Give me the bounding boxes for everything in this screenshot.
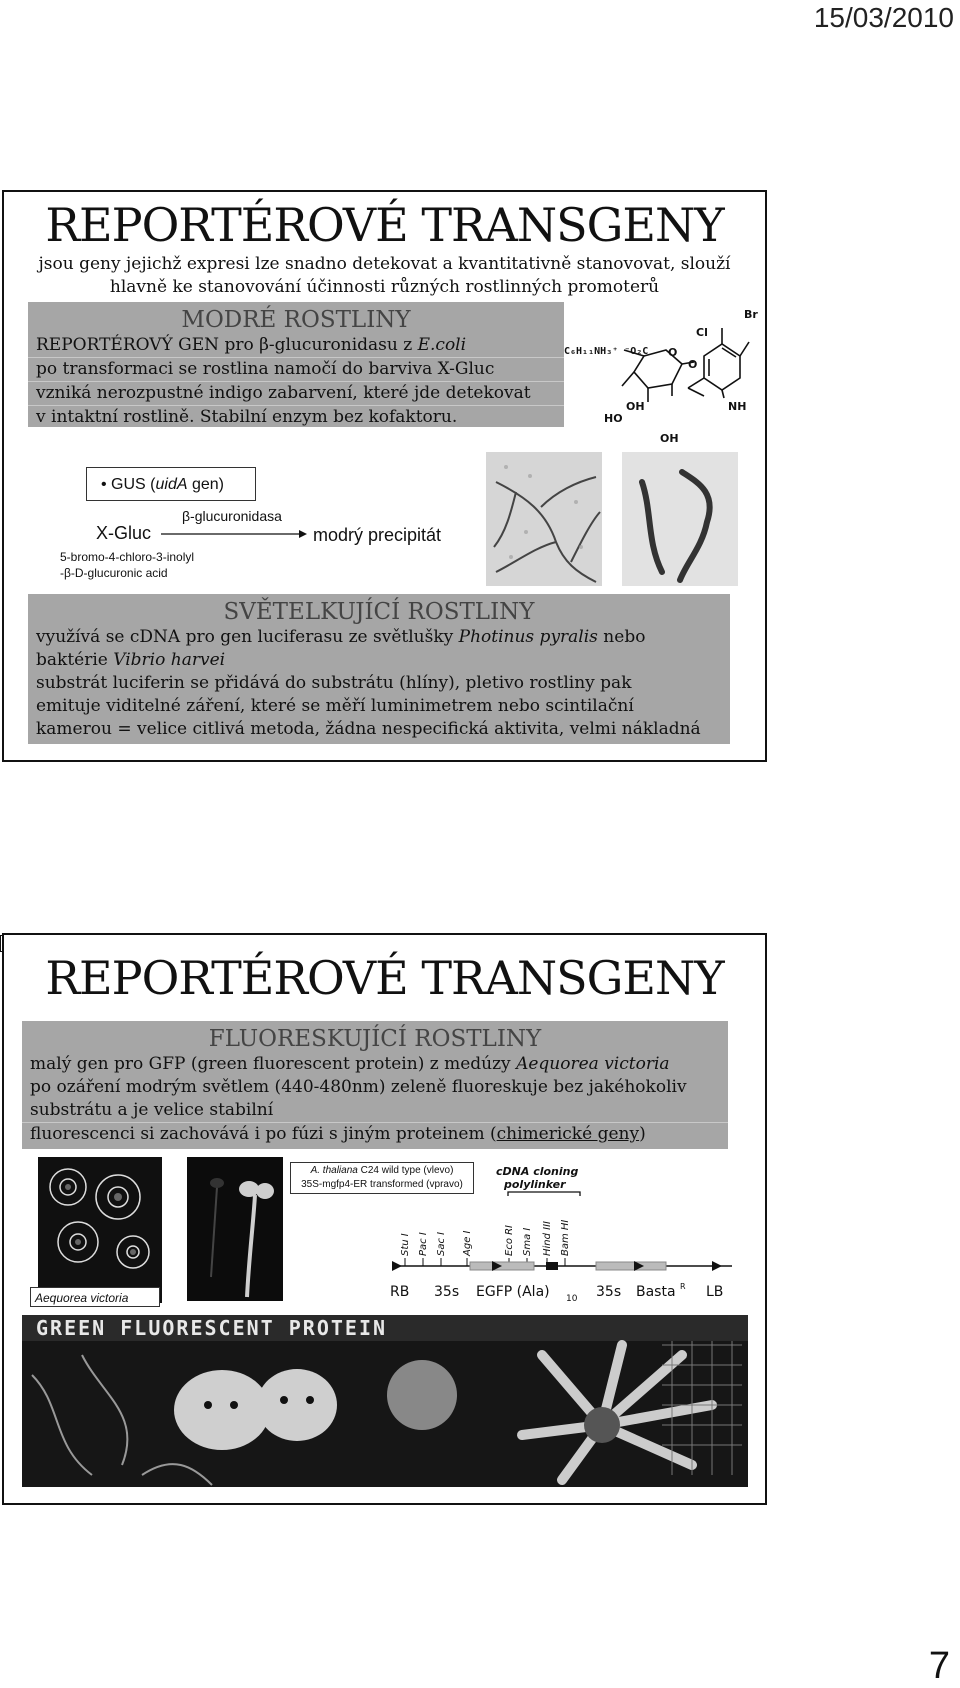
polylinker-label-line2: polylinker [504, 1178, 566, 1191]
chimeric-genes-link[interactable]: chimerické geny [496, 1124, 640, 1144]
xgluc-label: X-Gluc [96, 523, 152, 543]
fluorescent-plants-heading: FLUORESKUJÍCÍ ROSTLINY [208, 1026, 542, 1052]
gus-gene-box: • GUS (uidA gen) [86, 467, 256, 501]
blue-plants-section [28, 302, 564, 427]
xgluc-full-name-line1: 5-bromo-4-chloro-3-inolyl [60, 550, 195, 564]
xgluc-structure-diagram [564, 306, 764, 446]
structure-link-o-label: O [688, 358, 698, 371]
gus-stained-leaf-photo [486, 452, 602, 586]
structure-nh-label: NH [728, 400, 747, 413]
jellyfish-caption: Aequorea victoria [30, 1287, 160, 1307]
fluorescent-plants-line1: malý gen pro GFP (green fluorescent protein) z medúzy Aequorea victoria [30, 1054, 670, 1074]
blue-plants-line3: vzniká nerozpustné indigo zabarvení, které jde detekovat [28, 381, 564, 405]
jellyfish-photo [38, 1157, 162, 1303]
slide-2 [2, 933, 767, 1505]
construct-egfp-label: EGFP (Ala) [476, 1284, 550, 1300]
blue-plants-line4: v intaktní rostlině. Stabilní enzym bez kofaktoru. [28, 405, 564, 429]
blue-plants-line1: REPORTÉROVÝ GEN pro β-glucuronidasu z E.coli [36, 335, 467, 355]
fluorescent-plants-line2: po ozáření modrým světlem (440-480nm) zeleně fluoreskuje bez jakéhokoliv [30, 1077, 687, 1097]
restriction-site-label: Hind III [542, 1220, 553, 1256]
page-date: 15/03/2010 [813, 2, 954, 33]
construct-basta-superscript: R [680, 1282, 686, 1291]
gfp-banner-image [22, 1315, 748, 1487]
construct-lb-label: LB [706, 1284, 724, 1300]
gfp-seedlings-photo [187, 1157, 283, 1301]
construct-35s-label-2: 35s [596, 1284, 622, 1300]
restriction-site-label: Sma I [522, 1227, 533, 1256]
fluorescent-plants-line3: substrátu a je velice stabilní [30, 1100, 274, 1120]
glowing-plants-line4: emituje viditelné záření, které se měří luminimetrem nebo scintilační [36, 696, 634, 716]
structure-oh2-label: OH [660, 432, 679, 445]
restriction-site-label: Bam HI [560, 1219, 571, 1256]
construct-35s-label-1: 35s [434, 1284, 460, 1300]
structure-cation-label: C₆H₁₁NH₃⁺ ⁻O₂C [564, 346, 649, 357]
construct-egfp-subscript: 10 [566, 1294, 578, 1304]
construct-basta-label: Basta [636, 1284, 676, 1300]
slide-1-title: REPORTÉROVÉ TRANSGENY [45, 198, 724, 252]
xgluc-full-name-line2: -β-D-glucuronic acid [60, 566, 168, 580]
structure-br-label: Br [744, 308, 758, 321]
blue-plants-heading: MODRÉ ROSTLINY [181, 307, 411, 333]
structure-ho-label: HO [604, 412, 623, 425]
restriction-site-label: Eco RI [504, 1224, 515, 1256]
product-label: modrý precipitát [313, 525, 442, 545]
arabidopsis-caption-line2: 35S-mgfp4-ER transformed (vpravo) [301, 1179, 463, 1190]
restriction-site-label: Sac I [436, 1231, 447, 1256]
structure-cl-label: Cl [696, 326, 708, 339]
slide-1-subtitle-line2: hlavně ke stanovování účinnosti různých rostlinných promoterů [109, 277, 660, 297]
structure-oh1-label: OH [626, 400, 645, 413]
restriction-site-label: Age I [462, 1230, 473, 1256]
construct-rb-label: RB [390, 1284, 410, 1300]
enzyme-label: β-glucuronidasa [182, 508, 282, 524]
reaction-arrow [159, 526, 309, 542]
page-number: 7 [928, 1645, 950, 1687]
restriction-site-label: Stu I [400, 1233, 411, 1256]
glowing-plants-line3: substrát luciferin se přidává do substrátu (hlíny), pletivo rostliny pak [36, 673, 632, 693]
glowing-plants-heading: SVĚTELKUJÍCÍ ROSTLINY [223, 599, 535, 625]
fluorescent-plants-line4: fluorescenci si zachovává i po fúzi s jiným proteinem (chimerické geny) [22, 1122, 728, 1146]
slide-2-title: REPORTÉROVÉ TRANSGENY [45, 951, 724, 1005]
restriction-site-label: Pac I [418, 1232, 429, 1256]
structure-ring-o-label: O [668, 346, 678, 359]
glowing-plants-line2: baktérie Vibrio harvei [36, 650, 226, 670]
slide-1-subtitle-line1: jsou geny jejichž expresi lze snadno detekovat a kvantitativně stanovovat, slouží [38, 254, 731, 274]
slide-1 [2, 190, 767, 762]
glowing-plants-line5: kamerou = velice citlivá metoda, žádna nespecifická aktivita, velmi nákladná [36, 719, 701, 739]
arabidopsis-caption-line1: A. thaliana C24 wild type (vlevo) [310, 1165, 454, 1176]
glowing-plants-section [28, 594, 730, 744]
gus-stained-roots-photo [622, 452, 738, 586]
fluorescent-plants-section [22, 1021, 728, 1149]
polylinker-label-line1: cDNA cloning [496, 1165, 579, 1178]
blue-plants-line2: po transformaci se rostlina namočí do barviva X-Gluc [28, 357, 564, 381]
glowing-plants-line1: využívá se cDNA pro gen luciferasu ze světlušky Photinus pyralis nebo [36, 627, 646, 647]
gfp-construct-diagram [374, 1160, 754, 1320]
banner-title: GREEN FLUORESCENT PROTEIN [36, 1316, 388, 1340]
